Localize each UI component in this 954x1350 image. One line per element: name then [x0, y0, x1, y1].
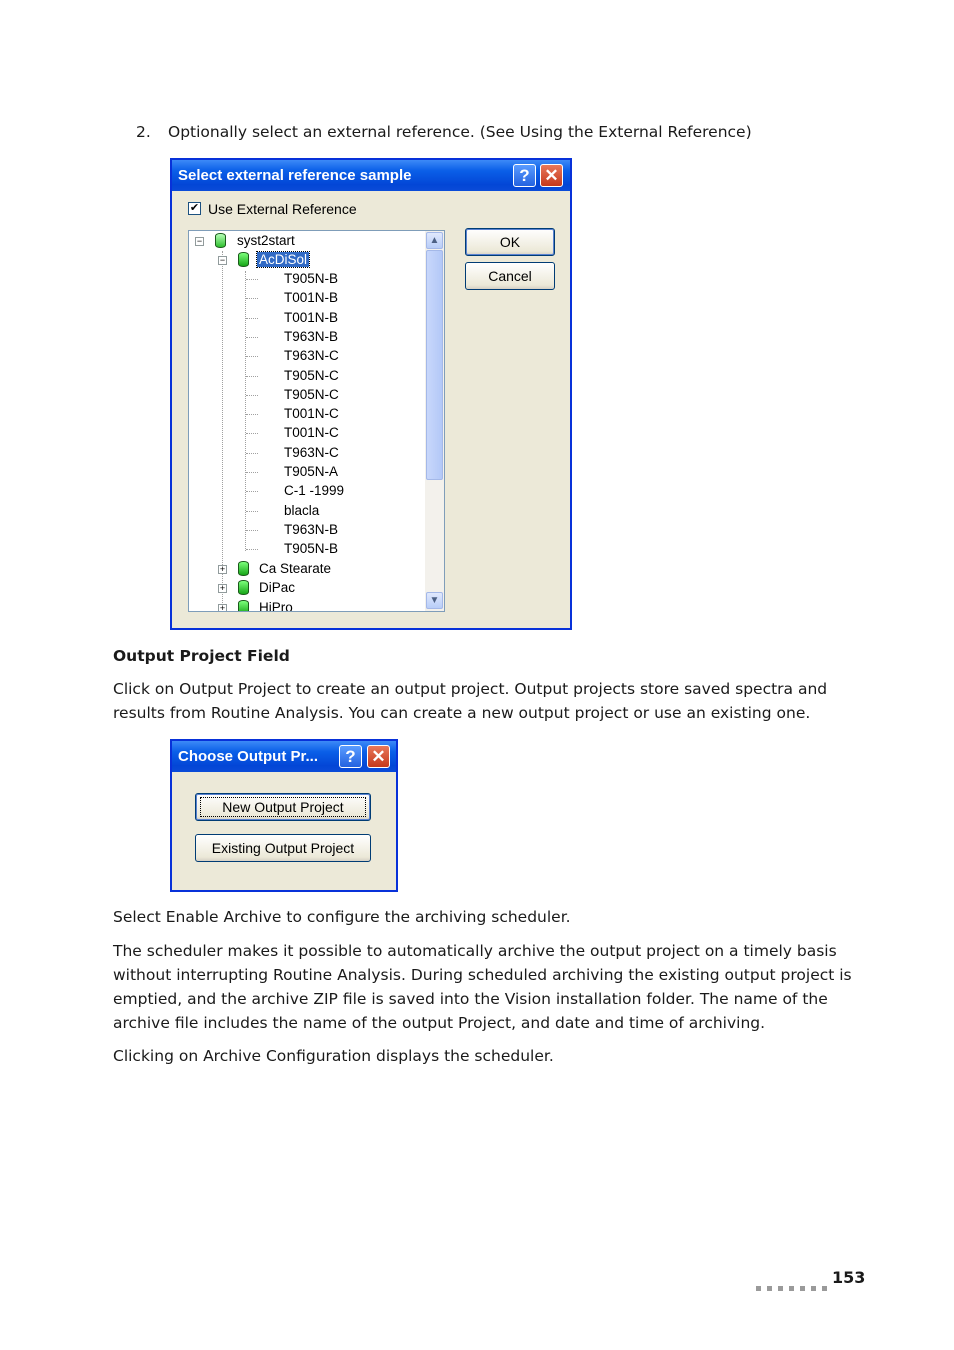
step-2 — [136, 120, 752, 144]
tree-connector — [246, 395, 258, 396]
page-number: 153 — [832, 1268, 866, 1287]
tree-project-item[interactable]: HiPro — [259, 599, 293, 612]
tree-connector — [246, 337, 258, 338]
tree-connector — [246, 279, 258, 280]
tree-connector — [246, 453, 258, 454]
collapse-root-toggle[interactable]: − — [196, 236, 203, 246]
cancel-label: Cancel — [488, 268, 532, 284]
tree-connector — [246, 376, 258, 377]
tree-scrollbar[interactable] — [425, 231, 444, 611]
dialog-title: Select external reference sample — [172, 160, 570, 191]
scroll-up-icon[interactable]: ▲ — [426, 232, 443, 249]
database-icon — [215, 233, 226, 248]
scroll-down-icon[interactable]: ▼ — [426, 592, 443, 609]
expand-project-toggle[interactable]: + — [219, 564, 226, 574]
paragraph-scheduler: The scheduler makes it possible to automatically archive the output project on a timely basis without interrupting Routine Analysis. During scheduled archiving the existing output project is emptied, and the archive ZIP file is saved into the Vision installation folder. The name of the archive file includes the name of the output Project, and date and time of archiving. — [113, 942, 852, 1032]
section-heading: Output Project Field — [113, 647, 290, 665]
tree-sample-item[interactable]: T963N-C — [284, 444, 339, 460]
dialog-title: Choose Output Pr... — [172, 741, 396, 772]
tree-connector — [246, 491, 258, 492]
tree-sample-item[interactable]: T905N-A — [284, 464, 339, 479]
tree-sample-item[interactable]: T963N-C — [284, 348, 339, 364]
tree-sample-item[interactable]: T905N-B — [284, 541, 339, 557]
checkmark-icon: ✔ — [189, 202, 200, 214]
help-button[interactable]: ? — [513, 164, 536, 187]
project-icon — [238, 600, 249, 612]
step-text: Optionally select an external reference. (See Using the External Reference) — [168, 123, 752, 141]
new-output-project-button[interactable] — [195, 793, 371, 821]
scroll-thumb[interactable] — [426, 250, 443, 480]
project-icon — [238, 580, 249, 595]
expand-project-toggle[interactable]: + — [219, 602, 226, 612]
use-external-reference-checkbox[interactable] — [188, 202, 201, 215]
tree-connector — [246, 530, 258, 531]
paragraph-enable-archive: Select Enable Archive to configure the archiving scheduler. — [113, 908, 571, 926]
choose-output-project-dialog — [170, 739, 398, 892]
tree-project-item[interactable]: Ca Stearate — [259, 561, 332, 576]
project-icon — [238, 252, 249, 267]
tree-sample-item[interactable]: T001N-B — [284, 290, 339, 306]
close-button[interactable]: ✕ — [540, 164, 563, 187]
tree-project-selected[interactable]: AcDiSol — [259, 252, 308, 267]
existing-output-project-button[interactable] — [195, 834, 371, 862]
tree-sample-item[interactable]: T905N-C — [284, 367, 339, 383]
step-number: 2. — [136, 123, 151, 141]
footer-dots — [756, 1276, 833, 1295]
ok-button[interactable] — [465, 228, 555, 256]
tree-sample-item[interactable]: blacla — [284, 502, 320, 518]
tree-root[interactable]: syst2start — [237, 233, 295, 248]
tree-sample-item[interactable]: T905N-B — [284, 271, 339, 286]
collapse-project-toggle[interactable]: − — [219, 255, 226, 265]
tree-connector — [246, 414, 258, 415]
tree-connector — [246, 433, 258, 434]
tree-project-item[interactable]: DiPac — [259, 580, 296, 596]
tree-sample-item[interactable]: T905N-C — [284, 386, 339, 402]
tree-connector — [246, 549, 258, 550]
select-external-reference-dialog — [170, 158, 572, 630]
project-icon — [238, 561, 249, 576]
tree-sample-item[interactable]: T963N-B — [284, 328, 339, 344]
tree-connector — [246, 472, 258, 473]
tree-connector — [246, 318, 258, 319]
tree-sample-item[interactable]: C-1 -1999 — [284, 483, 345, 499]
tree-connector — [246, 511, 258, 512]
new-output-project-label: New Output Project — [222, 799, 344, 815]
tree-sample-item[interactable]: T001N-B — [284, 309, 339, 325]
tree-connector — [246, 356, 258, 357]
use-external-reference-label: Use External Reference — [208, 201, 357, 217]
tree-connector — [246, 298, 258, 299]
existing-output-project-label: Existing Output Project — [211, 840, 355, 856]
cancel-button[interactable] — [465, 262, 555, 290]
paragraph-output-project: Click on Output Project to create an output project. Output projects store saved spectra and results from Routine Analysis. You can create a new output project or use an existing one. — [113, 680, 828, 722]
ok-label: OK — [499, 234, 521, 250]
reference-tree[interactable] — [188, 230, 445, 612]
close-button[interactable]: ✕ — [367, 745, 390, 768]
help-button[interactable]: ? — [339, 745, 362, 768]
expand-project-toggle[interactable]: + — [219, 583, 226, 594]
tree-sample-item[interactable]: T963N-B — [284, 521, 339, 537]
tree-sample-item[interactable]: T001N-C — [284, 425, 339, 441]
paragraph-archive-configuration: Clicking on Archive Configuration displays the scheduler. — [113, 1047, 554, 1065]
tree-sample-item[interactable]: T001N-C — [284, 406, 339, 422]
